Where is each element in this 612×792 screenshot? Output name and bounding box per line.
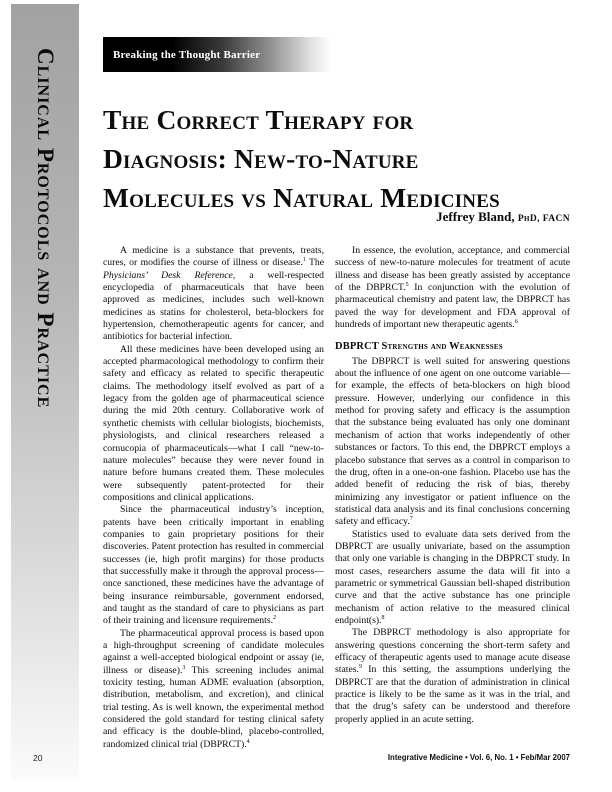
kicker-text: Breaking the Thought Barrier [113,48,261,61]
section-vertical-title: Clinical Protocols and Practice [33,48,58,409]
article-body [103,245,570,751]
page-number: 20 [33,753,43,763]
paragraph: The DBPRCT is well suited for answering questions about the influence of one agent on one outcome variable—for example, the effects of beta-blockers on high blood pressure. However, underlying our confidence in this method for proving safety and efficacy is the assumption that the substance being evaluated has only one dominant mechanism of action that works independently of other substances or factors. To this end, the DBPRCT employs a placebo substance that serves as a control in comparison to the drug, often in a one-on-one fashion. Placebo use has the added benefit of reducing the risk of bias, thereby minimizing any investigator or patient influence on the statistical data analysis and its final conclusions concerning safety and efficacy.$^7$ [335,355,570,528]
column-right [335,245,570,751]
author-name: Jeffrey Bland, [436,209,518,224]
paragraph: All these medicines have been developed using an accepted pharmacological methodology to confirm their safety and efficacy as related to specific therapeutic claims. The methodology itself evolved as part of a legacy from the golden age of pharmaceutical science during the mid 20th century. Collaborative work of synthetic chemists with cellular biologists, biochemists, physiologists, and clinical researchers released a cornucopia of pharmaceuticals—what I call “new-to-nature molecules” because they were never found in nature before humans created them. These molecules were subsequently patent-protected for their compositions and clinical applications. [103,343,324,503]
paragraph: The pharmaceutical approval process is based upon a high-throughput screening of candidate molecules against a well-accepted biological endpoint or assay (ie, illness or disease).$^3$ This screening includes animal toxicity testing, human ADME evaluation (absorption, distribution, metabolism, and excretion), and clinical trial testing. As is well known, the experimental method considered the gold standard for testing clinical safety and efficacy is the double-blind, placebo-controlled, randomized clinical trial (DBPRCT).$^4$ [103,627,325,750]
article-title [103,100,573,217]
byline [103,208,570,226]
paragraph: Since the pharmaceutical industry’s inception, patents have been critically important in enabling companies to gain proprietary positions for their discoveries. Patent protection has resulted in commercial successes (ie, high profit margins) for those products that successfully make it through the approval process—once sanctioned, these medicines have the advantage of being insurance reimbursable, government endorsed, and taught as the standard of care to physicians as part of their training and licensure requirements.$^2$ [103,504,324,627]
section-heading: DBPRCT Strengths and Weaknesses [335,341,503,353]
kicker-bar [103,37,332,72]
journal-footer: Integrative Medicine • Vol. 6, No. 1 • Feb/Mar 2007 [387,753,570,762]
title-line-3: Molecules vs Natural Medicines [103,182,500,213]
paragraph: A medicine is a substance that prevents, treats, cures, or modifies the course of illness or disease.$^1$ The Physicians’ Desk Reference, a well-respected encyclopedia of pharmaceuticals that have been approved as medicines, includes such well-known medicines as statins for cholesterol, beta-blockers for hypertension, chemotherapeutic agents for cancer, and antibiotics for bacterial infection. [103,245,325,343]
paragraph: Statistics used to evaluate data sets derived from the DBPRCT are usually univariate, based on the assumption that only one variable is changing in the DBPRCT study. In most cases, researchers assume the data will fit into a parametric or symmetrical Gaussian bell-shaped distribution curve and that the active substance has one principle mechanism of action relative to the measured clinical endpoint(s).$^8$ [335,528,570,626]
paragraph: In essence, the evolution, acceptance, and commercial success of new-to-nature molecules for treatment of acute illness and disease has been greatly assisted by acceptance of the DBPRCT.$^5$ In conjunction with the evolution of pharmaceutical chemistry and patent law, the DBPRCT has paved the way for development and FDA approval of hundreds of important new therapeutic agents.$^6$ [335,245,570,331]
title-line-2: Diagnosis: New-to-Nature [103,143,419,174]
author-credentials: PhD, FACN [517,214,570,224]
column-left [103,245,324,751]
title-line-1: The Correct Therapy for [103,104,414,135]
paragraph: The DBPRCT methodology is also appropriate for answering questions concerning the short-term safety and efficacy of therapeutic agents used to manage acute disease states.$^9$ In this setting, the assumptions underlying the DBPRCT are that the duration of administration in clinical practice is likely to be the same as it was in the trial, and that the drug’s safety can be understood and therefore properly applied in an acute setting. [335,627,570,725]
sidebar-banner [11,4,79,780]
